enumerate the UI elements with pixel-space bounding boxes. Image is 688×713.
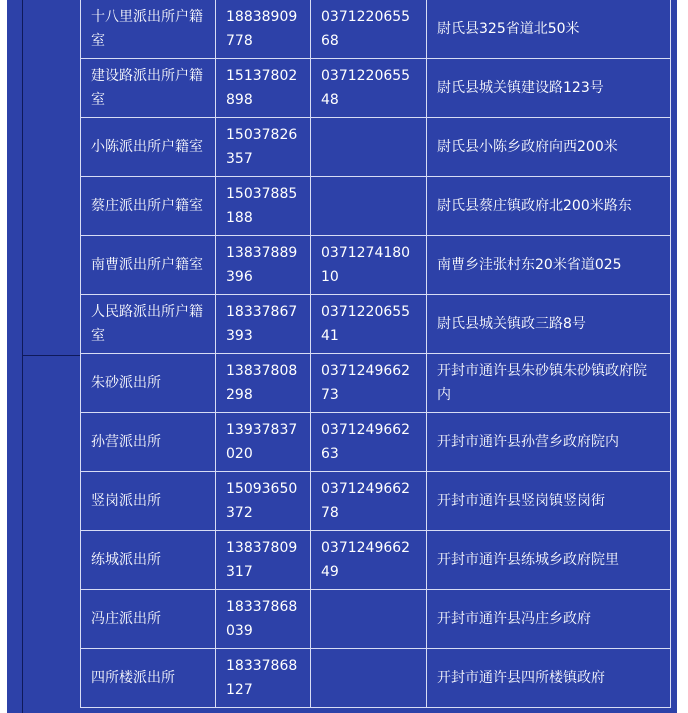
station-address: 开封市通许县孙营乡政府院内: [427, 413, 671, 472]
station-address: 开封市通许县四所楼镇政府: [427, 649, 671, 708]
station-address: 开封市通许县竖岗镇竖岗街: [427, 472, 671, 531]
table-row: [81, 59, 671, 118]
station-name: 十八里派出所户籍室: [81, 0, 216, 59]
station-address: 尉氏县325省道北50米: [427, 0, 671, 59]
station-address: 开封市通许县练城乡政府院里: [427, 531, 671, 590]
landline-number: [311, 649, 427, 708]
landline-number: 037124966263: [311, 413, 427, 472]
mobile-number: 15037885188: [216, 177, 311, 236]
table-row: [81, 354, 671, 413]
table-row: [81, 0, 671, 59]
station-address: 尉氏县蔡庄镇政府北200米路东: [427, 177, 671, 236]
mobile-number: 15037826357: [216, 118, 311, 177]
landline-number: 037124966273: [311, 354, 427, 413]
station-address: 开封市通许县冯庄乡政府: [427, 590, 671, 649]
station-name: 孙营派出所: [81, 413, 216, 472]
landline-number: 037122065541: [311, 295, 427, 354]
landline-number: 037122065568: [311, 0, 427, 59]
mobile-number: 13937837020: [216, 413, 311, 472]
landline-number: [311, 118, 427, 177]
left-column-border: [22, 0, 23, 713]
table-row: [81, 413, 671, 472]
table-row: [81, 590, 671, 649]
station-address: 尉氏县小陈乡政府向西200米: [427, 118, 671, 177]
landline-number: 037124966278: [311, 472, 427, 531]
station-name: 蔡庄派出所户籍室: [81, 177, 216, 236]
mobile-number: 18838909778: [216, 0, 311, 59]
station-name: 练城派出所: [81, 531, 216, 590]
police-station-table: [80, 0, 671, 708]
station-address: 尉氏县城关镇政三路8号: [427, 295, 671, 354]
mobile-number: 13837809317: [216, 531, 311, 590]
mobile-number: 18337867393: [216, 295, 311, 354]
station-name: 南曹派出所户籍室: [81, 236, 216, 295]
table-row: [81, 118, 671, 177]
station-name: 四所楼派出所: [81, 649, 216, 708]
landline-number: [311, 177, 427, 236]
station-address: 开封市通许县朱砂镇朱砂镇政府院内: [427, 354, 671, 413]
table-row: [81, 177, 671, 236]
mobile-number: 13837889396: [216, 236, 311, 295]
table-row: [81, 649, 671, 708]
landline-number: 037122065548: [311, 59, 427, 118]
mobile-number: 18337868127: [216, 649, 311, 708]
landline-number: 037127418010: [311, 236, 427, 295]
mobile-number: 15137802898: [216, 59, 311, 118]
station-address: 尉氏县城关镇建设路123号: [427, 59, 671, 118]
landline-number: 037124966249: [311, 531, 427, 590]
station-name: 建设路派出所户籍室: [81, 59, 216, 118]
left-column-divider: [22, 355, 80, 356]
table-row: [81, 236, 671, 295]
station-address: 南曹乡洼张村东20米省道025: [427, 236, 671, 295]
station-name: 小陈派出所户籍室: [81, 118, 216, 177]
station-name: 冯庄派出所: [81, 590, 216, 649]
table-row: [81, 531, 671, 590]
station-name: 人民路派出所户籍室: [81, 295, 216, 354]
mobile-number: 18337868039: [216, 590, 311, 649]
table-row: [81, 295, 671, 354]
mobile-number: 15093650372: [216, 472, 311, 531]
table-row: [81, 472, 671, 531]
landline-number: [311, 590, 427, 649]
station-name: 竖岗派出所: [81, 472, 216, 531]
mobile-number: 13837808298: [216, 354, 311, 413]
station-name: 朱砂派出所: [81, 354, 216, 413]
